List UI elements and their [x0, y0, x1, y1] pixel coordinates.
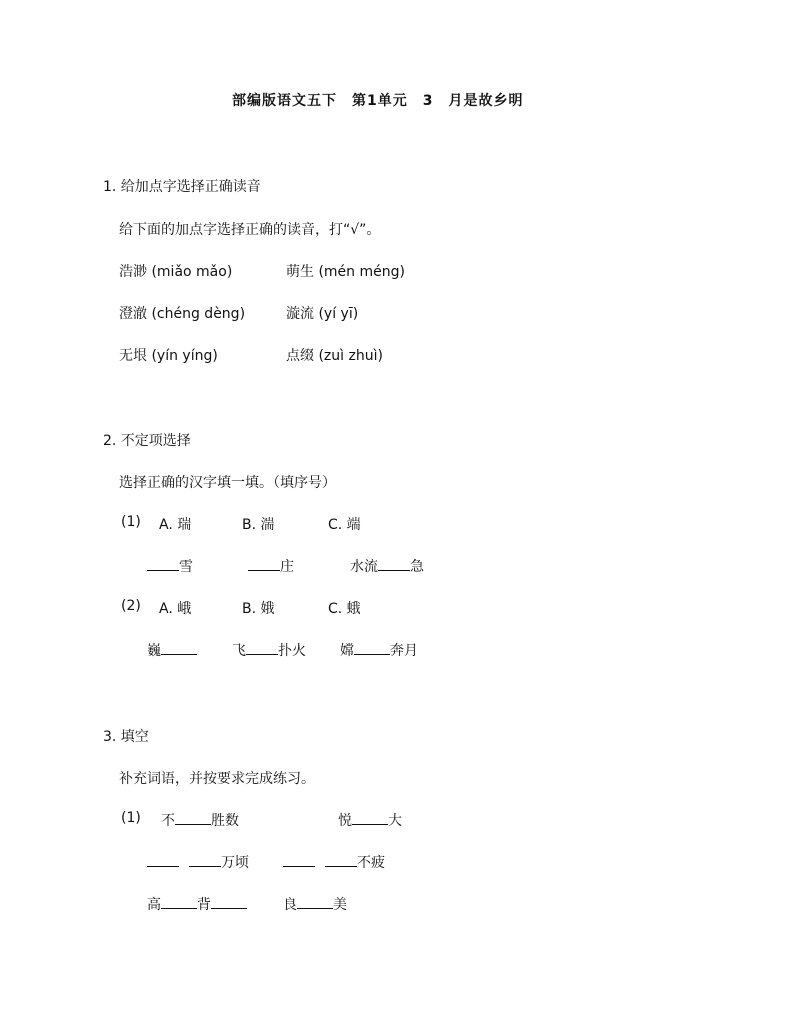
answer-blank[interactable]: [211, 896, 247, 909]
answer-blank[interactable]: [354, 642, 390, 655]
q2-p1-option-b: B. 湍: [242, 517, 275, 533]
q3-fill-1[interactable]: 不 胜数: [161, 813, 239, 829]
q2-heading: 2. 不定项选择: [103, 433, 191, 449]
q3-fill-3[interactable]: 万顷: [147, 852, 249, 872]
answer-blank[interactable]: [378, 558, 410, 571]
q3-fill-6[interactable]: 良 美: [283, 897, 347, 913]
q2-p2-fill-3[interactable]: 嫦 奔月: [340, 643, 418, 659]
page-title: 部编版语文五下 第1单元 3 月是故乡明: [232, 93, 524, 109]
q1-item-3[interactable]: 澄澈 (chéng dèng): [119, 306, 246, 322]
answer-blank[interactable]: [175, 812, 211, 825]
answer-blank[interactable]: [161, 642, 197, 655]
answer-blank[interactable]: [325, 854, 357, 867]
q3-fill-2[interactable]: 悦 大: [338, 813, 402, 829]
q1-item-6[interactable]: 点缀 (zuì zhuì): [286, 348, 383, 364]
q2-p2-fill-1[interactable]: 巍: [147, 640, 197, 660]
q2-p2-option-c: C. 蛾: [328, 601, 361, 617]
q3-heading: 3. 填空: [103, 729, 149, 745]
q2-p1-option-c: C. 端: [328, 517, 361, 533]
answer-blank[interactable]: [352, 812, 388, 825]
q2-p1-fill-1[interactable]: 雪: [147, 556, 193, 576]
answer-blank[interactable]: [297, 896, 333, 909]
q1-item-1[interactable]: 浩渺 (miǎo mǎo): [119, 264, 233, 280]
answer-blank[interactable]: [161, 896, 197, 909]
answer-blank[interactable]: [248, 558, 280, 571]
q2-p1-number: (1): [121, 514, 141, 530]
q3-fill-4[interactable]: 不疲: [283, 852, 385, 872]
answer-blank[interactable]: [246, 642, 278, 655]
q2-p2-option-a: A. 峨: [159, 601, 192, 617]
answer-blank[interactable]: [189, 854, 221, 867]
q1-instruction: 给下面的加点字选择正确的读音，打“√”。: [119, 222, 381, 238]
answer-blank[interactable]: [283, 854, 315, 867]
q2-p2-fill-2[interactable]: 飞 扑火: [232, 643, 306, 659]
q1-heading: 1. 给加点字选择正确读音: [103, 179, 261, 195]
q1-item-5[interactable]: 无垠 (yín yíng): [119, 348, 218, 364]
q2-p2-number: (2): [121, 598, 141, 614]
q3-fill-5[interactable]: 高 背: [147, 894, 247, 914]
q1-item-4[interactable]: 漩流 (yí yī): [286, 306, 359, 322]
q2-p2-option-b: B. 娥: [242, 601, 275, 617]
q3-instruction: 补充词语，并按要求完成练习。: [119, 771, 315, 787]
q3-number: (1): [121, 810, 141, 826]
q2-instruction: 选择正确的汉字填一填。（填序号）: [119, 475, 336, 491]
q2-p1-fill-2[interactable]: 庄: [248, 556, 294, 576]
answer-blank[interactable]: [147, 558, 179, 571]
q2-p1-option-a: A. 瑞: [159, 517, 192, 533]
q1-item-2[interactable]: 萌生 (mén méng): [286, 264, 405, 280]
q2-p1-fill-3[interactable]: 水流 急: [350, 559, 424, 575]
answer-blank[interactable]: [147, 854, 179, 867]
